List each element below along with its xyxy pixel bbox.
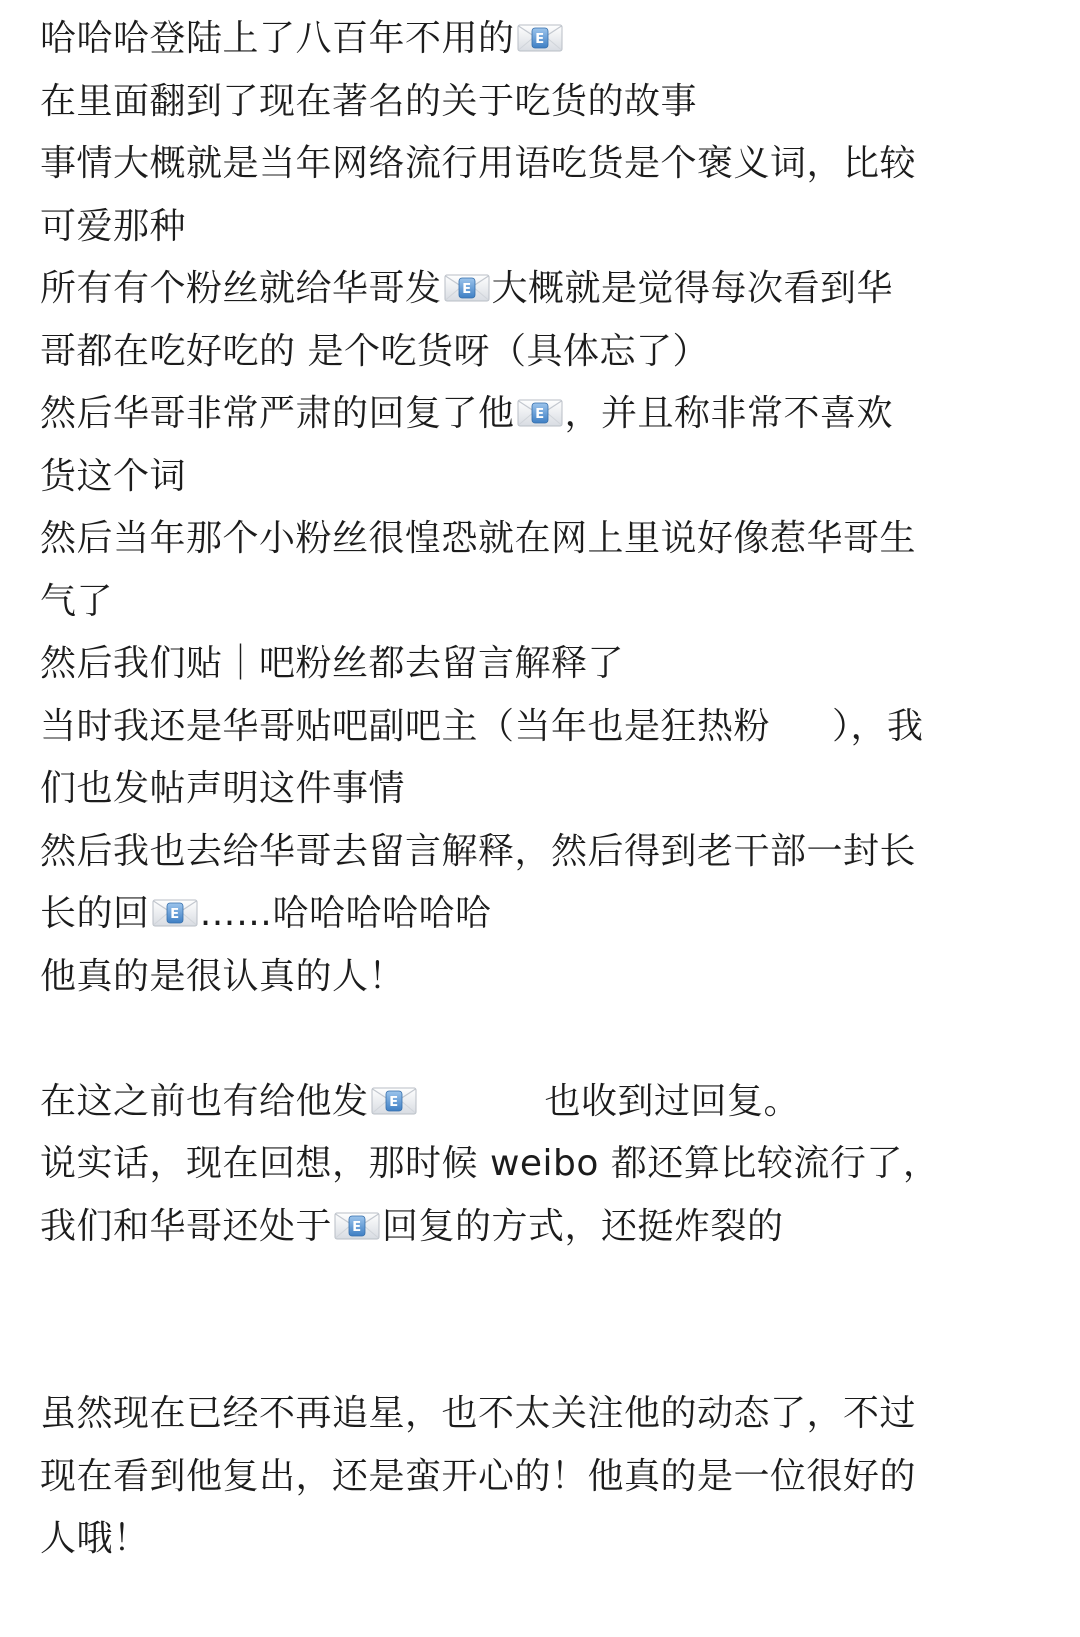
post-text: 长的回: [40, 893, 150, 934]
post-text: ，并且称非常不喜欢: [564, 393, 894, 434]
svg-text:E: E: [169, 907, 180, 922]
svg-text:E: E: [534, 407, 545, 422]
email-icon: [444, 272, 490, 304]
post-line: [40, 196, 1040, 259]
post-line: [40, 1508, 1040, 1571]
post-line: [40, 633, 1040, 696]
post-line: [40, 446, 1040, 509]
post-line: [40, 883, 1040, 946]
post-body: [40, 8, 1040, 1571]
post-text: 可爱那种: [40, 205, 187, 247]
post-text: 说实话，现在回想，那时候 weibo 都还算比较流行了，: [40, 1143, 940, 1184]
post-line: [40, 258, 1040, 321]
post-line: [40, 8, 1040, 71]
post-text: 人哦！: [40, 1518, 150, 1559]
post-line: [40, 1133, 1040, 1196]
post-text: 当时我还是华哥贴吧副吧主（当年也是狂热粉: [40, 705, 771, 747]
post-line: [40, 71, 1040, 134]
svg-text:E: E: [388, 1094, 399, 1110]
svg-text:E: E: [534, 32, 545, 47]
post-text: 们也发帖声明这件事情: [40, 768, 406, 809]
post-text: 大概就是觉得每次看到华: [491, 268, 894, 309]
post-text: 货这个词: [40, 455, 187, 497]
post-text: 然后我们贴｜吧粉丝都去留言解释了: [40, 643, 625, 684]
post-line: [40, 571, 1040, 634]
post-line: [40, 508, 1040, 571]
blank-line: [40, 1321, 1040, 1384]
post-text: 也收到过回复。: [544, 1080, 801, 1122]
svg-text:E: E: [461, 282, 472, 297]
post-line: [40, 1071, 1040, 1134]
post-line: [40, 383, 1040, 446]
email-icon: [152, 897, 198, 929]
post-text: 我们和华哥还处于: [40, 1205, 333, 1247]
post-text: 在里面翻到了现在著名的关于吃货的故事: [40, 80, 698, 122]
post-text: 回复的方式，还挺炸裂的: [382, 1205, 784, 1247]
post-line: [40, 133, 1040, 196]
post-text: 然后我也去给华哥去留言解释，然后得到老干部一封长: [40, 830, 917, 872]
post-line: [40, 758, 1040, 821]
email-icon: [371, 1085, 417, 1117]
blank-line: [40, 1258, 1040, 1321]
email-icon: [517, 22, 563, 54]
post-line: [40, 696, 1040, 759]
post-text: 然后当年那个小粉丝很惶恐就在网上里说好像惹华哥生: [40, 518, 917, 559]
post-line: [40, 1446, 1040, 1509]
post-line: [40, 1383, 1040, 1446]
post-text: 事情大概就是当年网络流行用语吃货是个褒义词，比较: [40, 143, 917, 184]
post-text: 在这之前也有给他发: [40, 1080, 369, 1122]
post-line: [40, 1196, 1040, 1259]
post-text: 现在看到他复出，还是蛮开心的！他真的是一位很好的: [40, 1455, 917, 1497]
svg-text:E: E: [352, 1219, 362, 1235]
post-line: [40, 321, 1040, 384]
post-text: 然后华哥非常严肃的回复了他: [40, 393, 515, 434]
post-text: ……哈哈哈哈哈哈: [199, 893, 492, 934]
email-icon: [517, 397, 563, 429]
post-text: 虽然现在已经不再追星，也不太关注他的动态了，不过: [40, 1393, 917, 1434]
post-text: 他真的是很认真的人！: [40, 955, 406, 997]
hidden-emoji-space: [419, 1093, 545, 1113]
post-line: [40, 946, 1040, 1009]
post-text: 哈哈哈登陆上了八百年不用的: [40, 18, 515, 59]
post-text: 哥都在吃好吃的 是个吃货呀（具体忘了）: [40, 330, 709, 372]
hidden-emoji-space: [770, 718, 832, 738]
post-text: 所有有个粉丝就给华哥发: [40, 268, 442, 309]
post-text: ），我: [832, 705, 924, 747]
blank-line: [40, 1008, 1040, 1071]
email-icon: [334, 1210, 380, 1242]
post-text: 气了: [40, 580, 114, 622]
post-line: [40, 821, 1040, 884]
hidden-emoji-space: [784, 1218, 916, 1238]
